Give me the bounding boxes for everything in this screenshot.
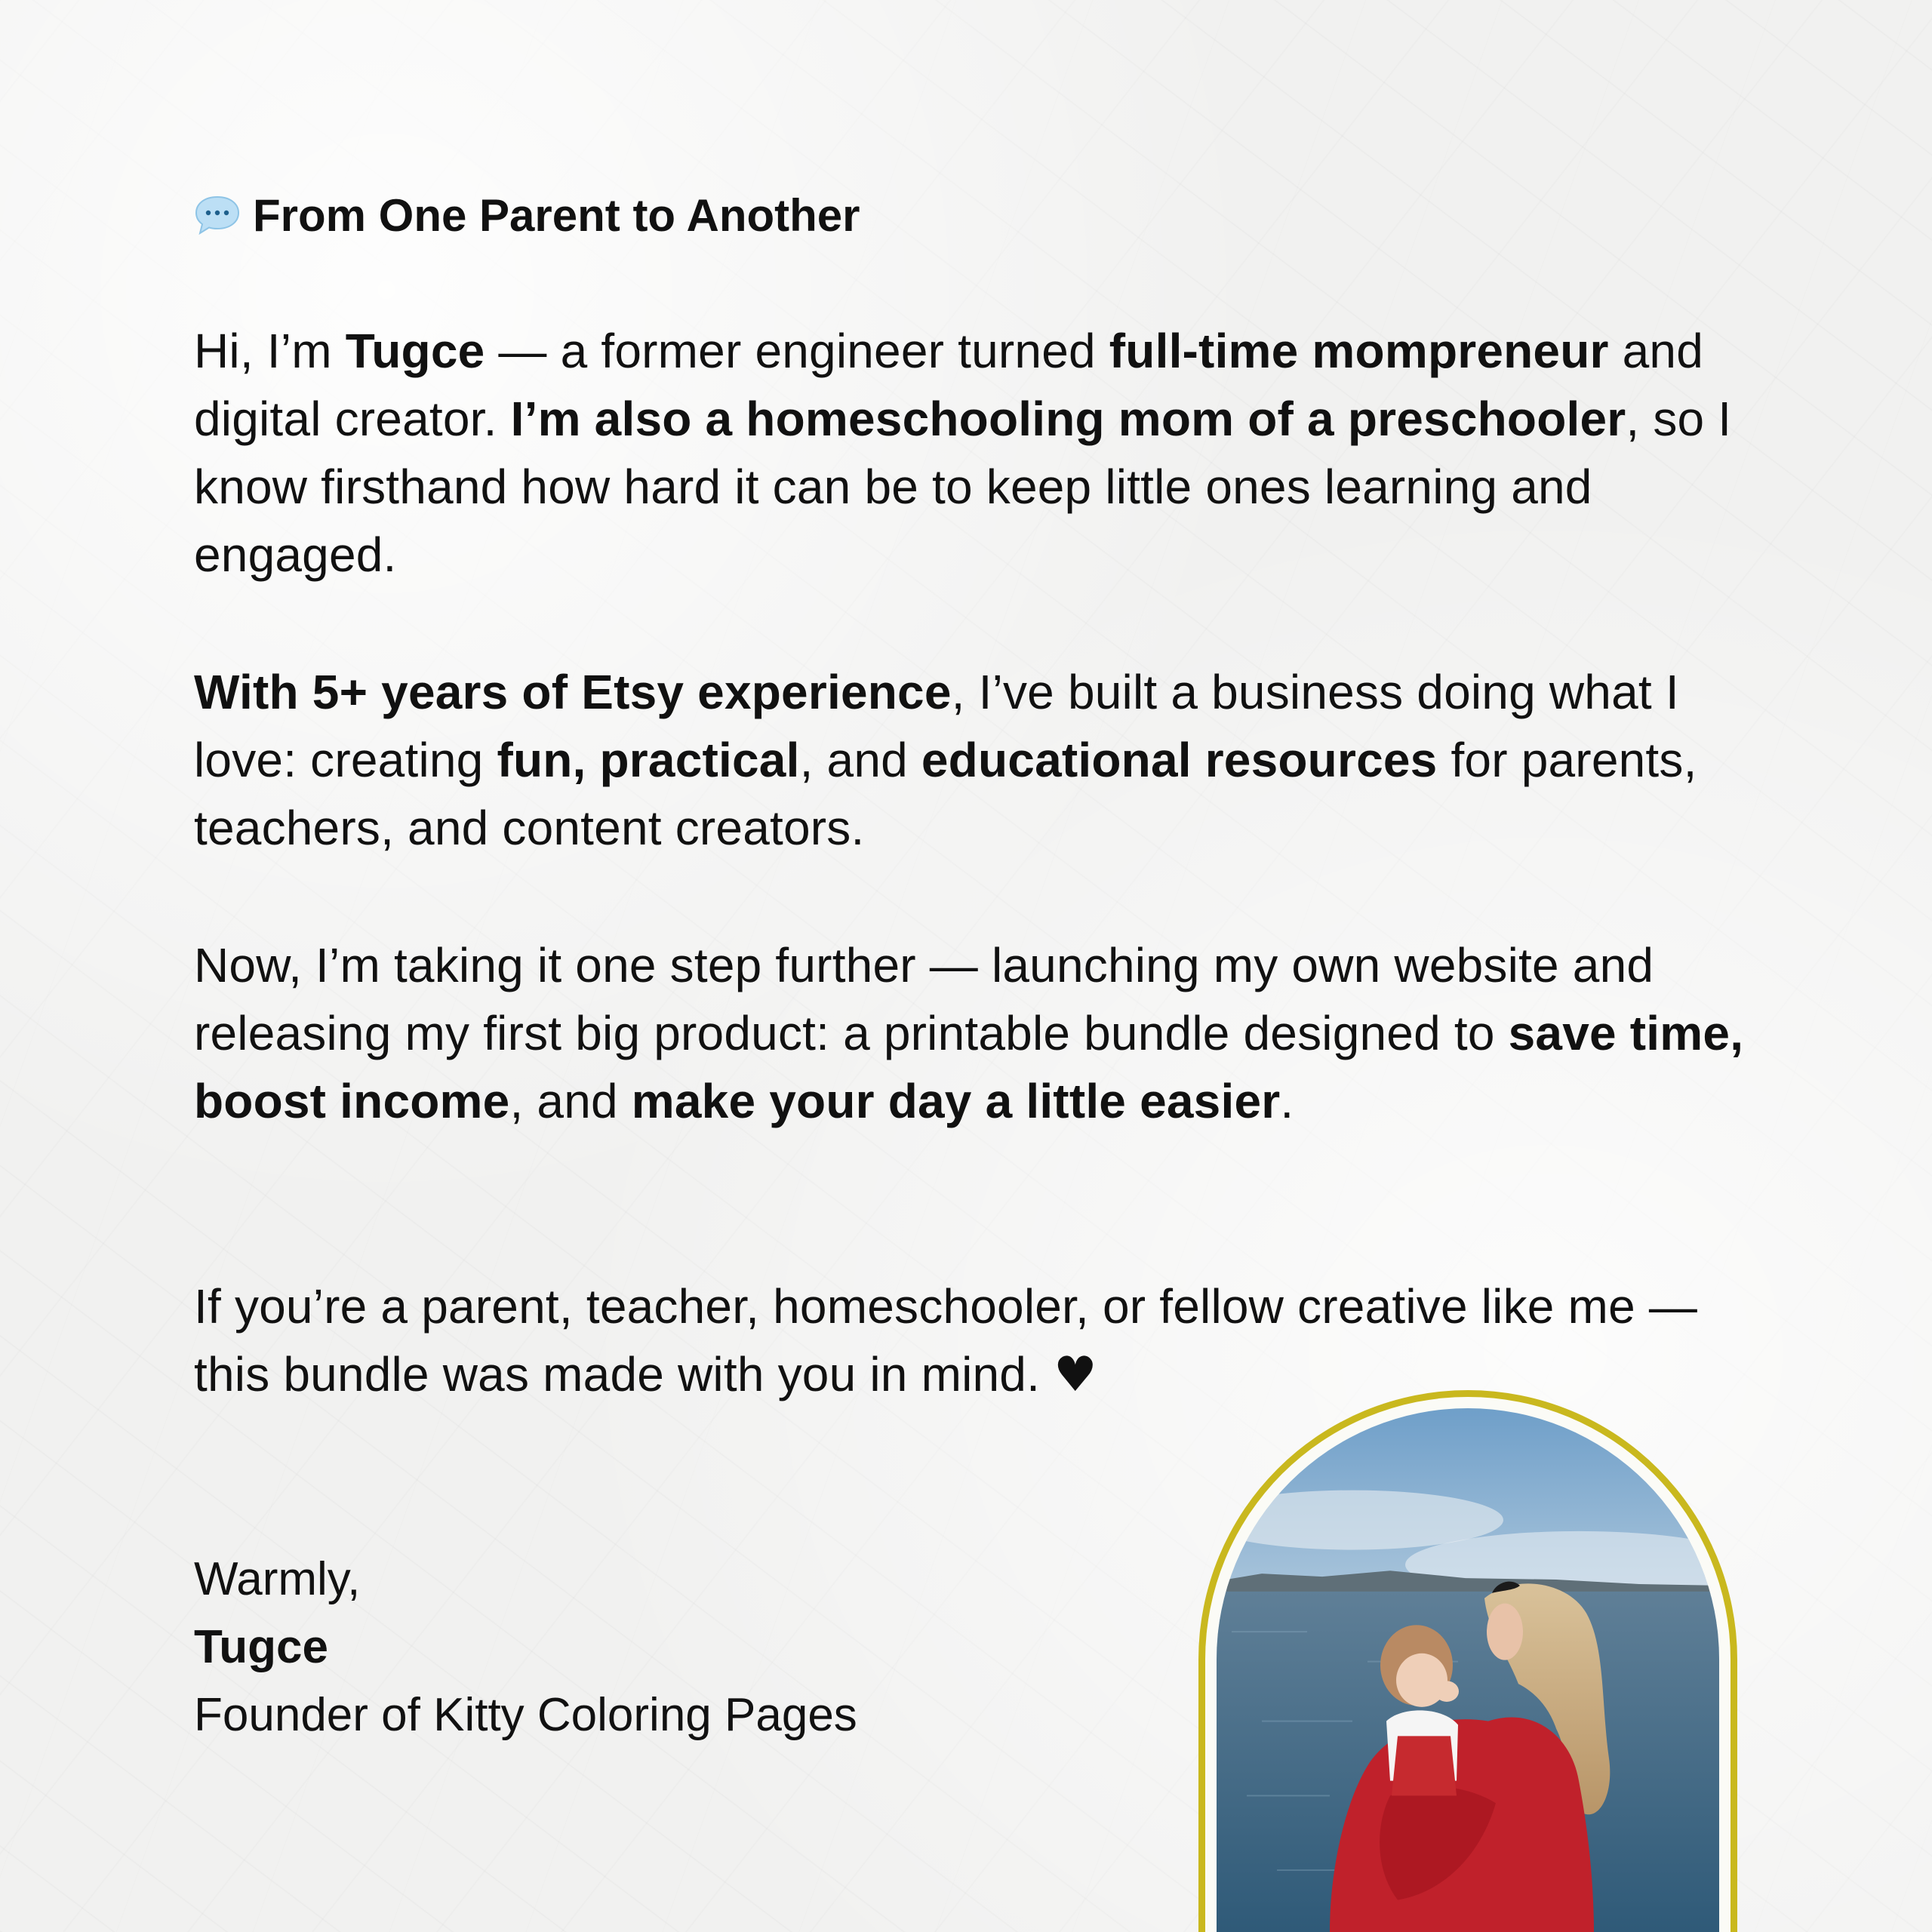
text-span: .	[1280, 1074, 1294, 1128]
paragraph-launch	[194, 931, 1764, 1135]
family-photo	[1217, 1408, 1719, 1932]
text-span: for parents, teachers, and content creators.	[194, 733, 1697, 855]
bold-span: full-time mompreneur	[1109, 324, 1609, 378]
bold-span: make your day a little easier	[631, 1074, 1281, 1128]
signoff-closing: Warmly,	[194, 1553, 361, 1605]
bold-span: save time, boost income	[194, 1006, 1744, 1128]
bold-span: fun, practical	[497, 733, 800, 787]
text-span: , and	[799, 733, 921, 787]
paragraph-experience	[194, 658, 1764, 862]
bold-span: I’m also a homeschooling mom of a preschooler	[510, 392, 1626, 446]
heart-icon: ♥	[1054, 1347, 1097, 1403]
paragraph-invite	[194, 1272, 1764, 1409]
text-span: — a former engineer turned	[485, 324, 1109, 378]
text-span: Now, I’m taking it one step further — launching my own website and releasing my first big product: a printable bundle designed to	[194, 938, 1654, 1060]
speech-bubble-icon	[194, 194, 241, 236]
text-span: Hi, I’m	[194, 324, 346, 378]
bold-span: With 5+ years of Etsy experience	[194, 665, 952, 719]
text-span: , so I know firsthand how hard it can be to keep little ones learning and engaged.	[194, 392, 1732, 582]
photo-frame	[1198, 1390, 1737, 1932]
text-span: , and	[509, 1074, 632, 1128]
signoff-name: Tugce	[194, 1621, 328, 1673]
text-span: and digital creator.	[194, 324, 1703, 446]
signoff-title: Founder of Kitty Coloring Pages	[194, 1689, 857, 1741]
bold-span: Tugce	[345, 324, 485, 378]
text-span: If you’re a parent, teacher, homeschooler, or fellow creative like me — this bundle was made with you in mind.	[194, 1279, 1698, 1401]
paragraph-intro	[194, 317, 1764, 589]
text-span: , I’ve built a business doing what I love: creating	[194, 665, 1679, 787]
bold-span: educational resources	[921, 733, 1438, 787]
section-heading	[194, 181, 860, 249]
signoff	[194, 1546, 857, 1749]
heading-text: From One Parent to Another	[253, 189, 860, 241]
